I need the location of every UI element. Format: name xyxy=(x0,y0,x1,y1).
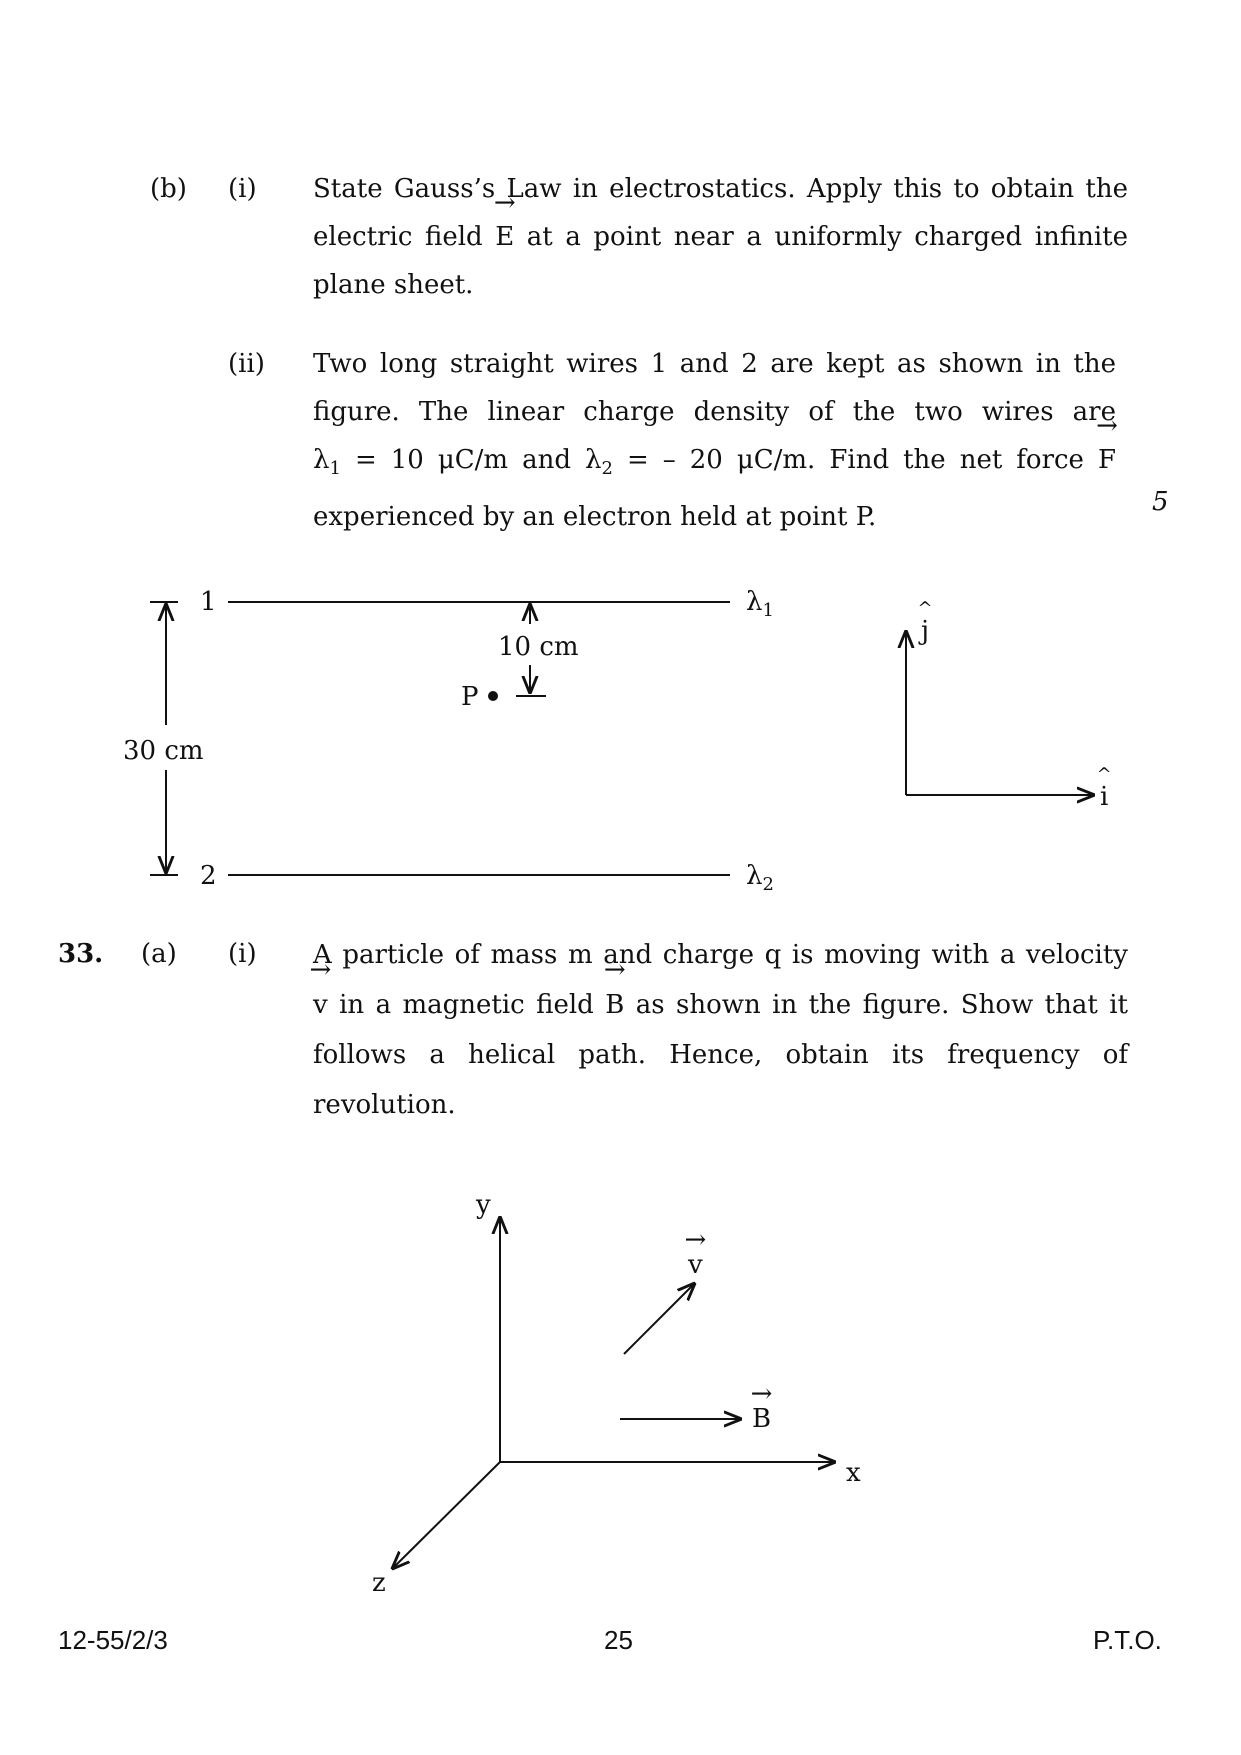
separation-label: 30 cm xyxy=(123,736,204,766)
text-line: figure. The linear charge density of the two wires are xyxy=(313,397,1116,427)
subpart-i-label: (i) xyxy=(228,174,257,204)
marks: 5 xyxy=(1152,487,1169,517)
text-line: Two long straight wires 1 and 2 are kept as shown in the xyxy=(313,349,1116,379)
text-line: revolution. xyxy=(313,1090,456,1120)
velocity-arrow xyxy=(624,1284,694,1354)
unit-i-label: ^ i xyxy=(1100,782,1108,812)
text-line: experienced by an electron held at point P. xyxy=(313,502,877,533)
part-a-label: (a) xyxy=(141,939,177,969)
unit-j-label: ^ j xyxy=(921,616,929,646)
text-line: → v in a magnetic field → B as shown in the figure. Show that it xyxy=(313,980,1128,1030)
point-p-dot xyxy=(488,691,498,701)
text-line: follows a helical path. Hence, obtain its frequency of xyxy=(313,1040,1128,1070)
lambda-2-label: $\lambda_2$ xyxy=(746,861,774,896)
text-line: $\lambda_1 = 10$ μC/m and $\lambda_2$ = – 20 μC/m. Find the net force → F xyxy=(313,436,1116,493)
question-33a-i-text xyxy=(313,930,1128,1130)
field-label: → B xyxy=(752,1404,771,1434)
z-axis xyxy=(393,1462,500,1568)
vector-v: → v xyxy=(313,980,328,1030)
point-p-label: P xyxy=(461,682,479,712)
velocity-label: → v xyxy=(688,1250,703,1280)
text-line: A particle of mass m and charge q is moving with a velocity xyxy=(313,940,1128,970)
x-axis-label: x xyxy=(846,1458,861,1488)
vector-e: → E xyxy=(495,213,514,261)
z-axis-label: z xyxy=(372,1568,386,1598)
question-33-number: 33. xyxy=(58,939,104,969)
wire-1-label: 1 xyxy=(200,587,217,617)
subpart-ii-label: (ii) xyxy=(228,349,265,379)
wire-2-label: 2 xyxy=(200,861,217,891)
vector-f: → F xyxy=(1098,436,1116,484)
text-line: plane sheet. xyxy=(313,270,474,300)
text-line: electric field → E at a point near a uniformly charged infinite xyxy=(313,213,1128,261)
vector-b: → B xyxy=(605,980,624,1030)
please-turn-over: P.T.O. xyxy=(1093,1625,1162,1655)
paper-code: 12-55/2/3 xyxy=(58,1625,168,1655)
lambda-1-label: $\lambda_1$ xyxy=(746,587,774,622)
p-distance-label: 10 cm xyxy=(498,632,579,662)
text-line: State Gauss’s Law in electrostatics. Apply this to obtain the xyxy=(313,174,1128,204)
part-b-label: (b) xyxy=(150,174,187,204)
y-axis-label: y xyxy=(476,1190,491,1220)
page-number: 25 xyxy=(604,1625,633,1655)
subpart-i-label: (i) xyxy=(228,939,257,969)
